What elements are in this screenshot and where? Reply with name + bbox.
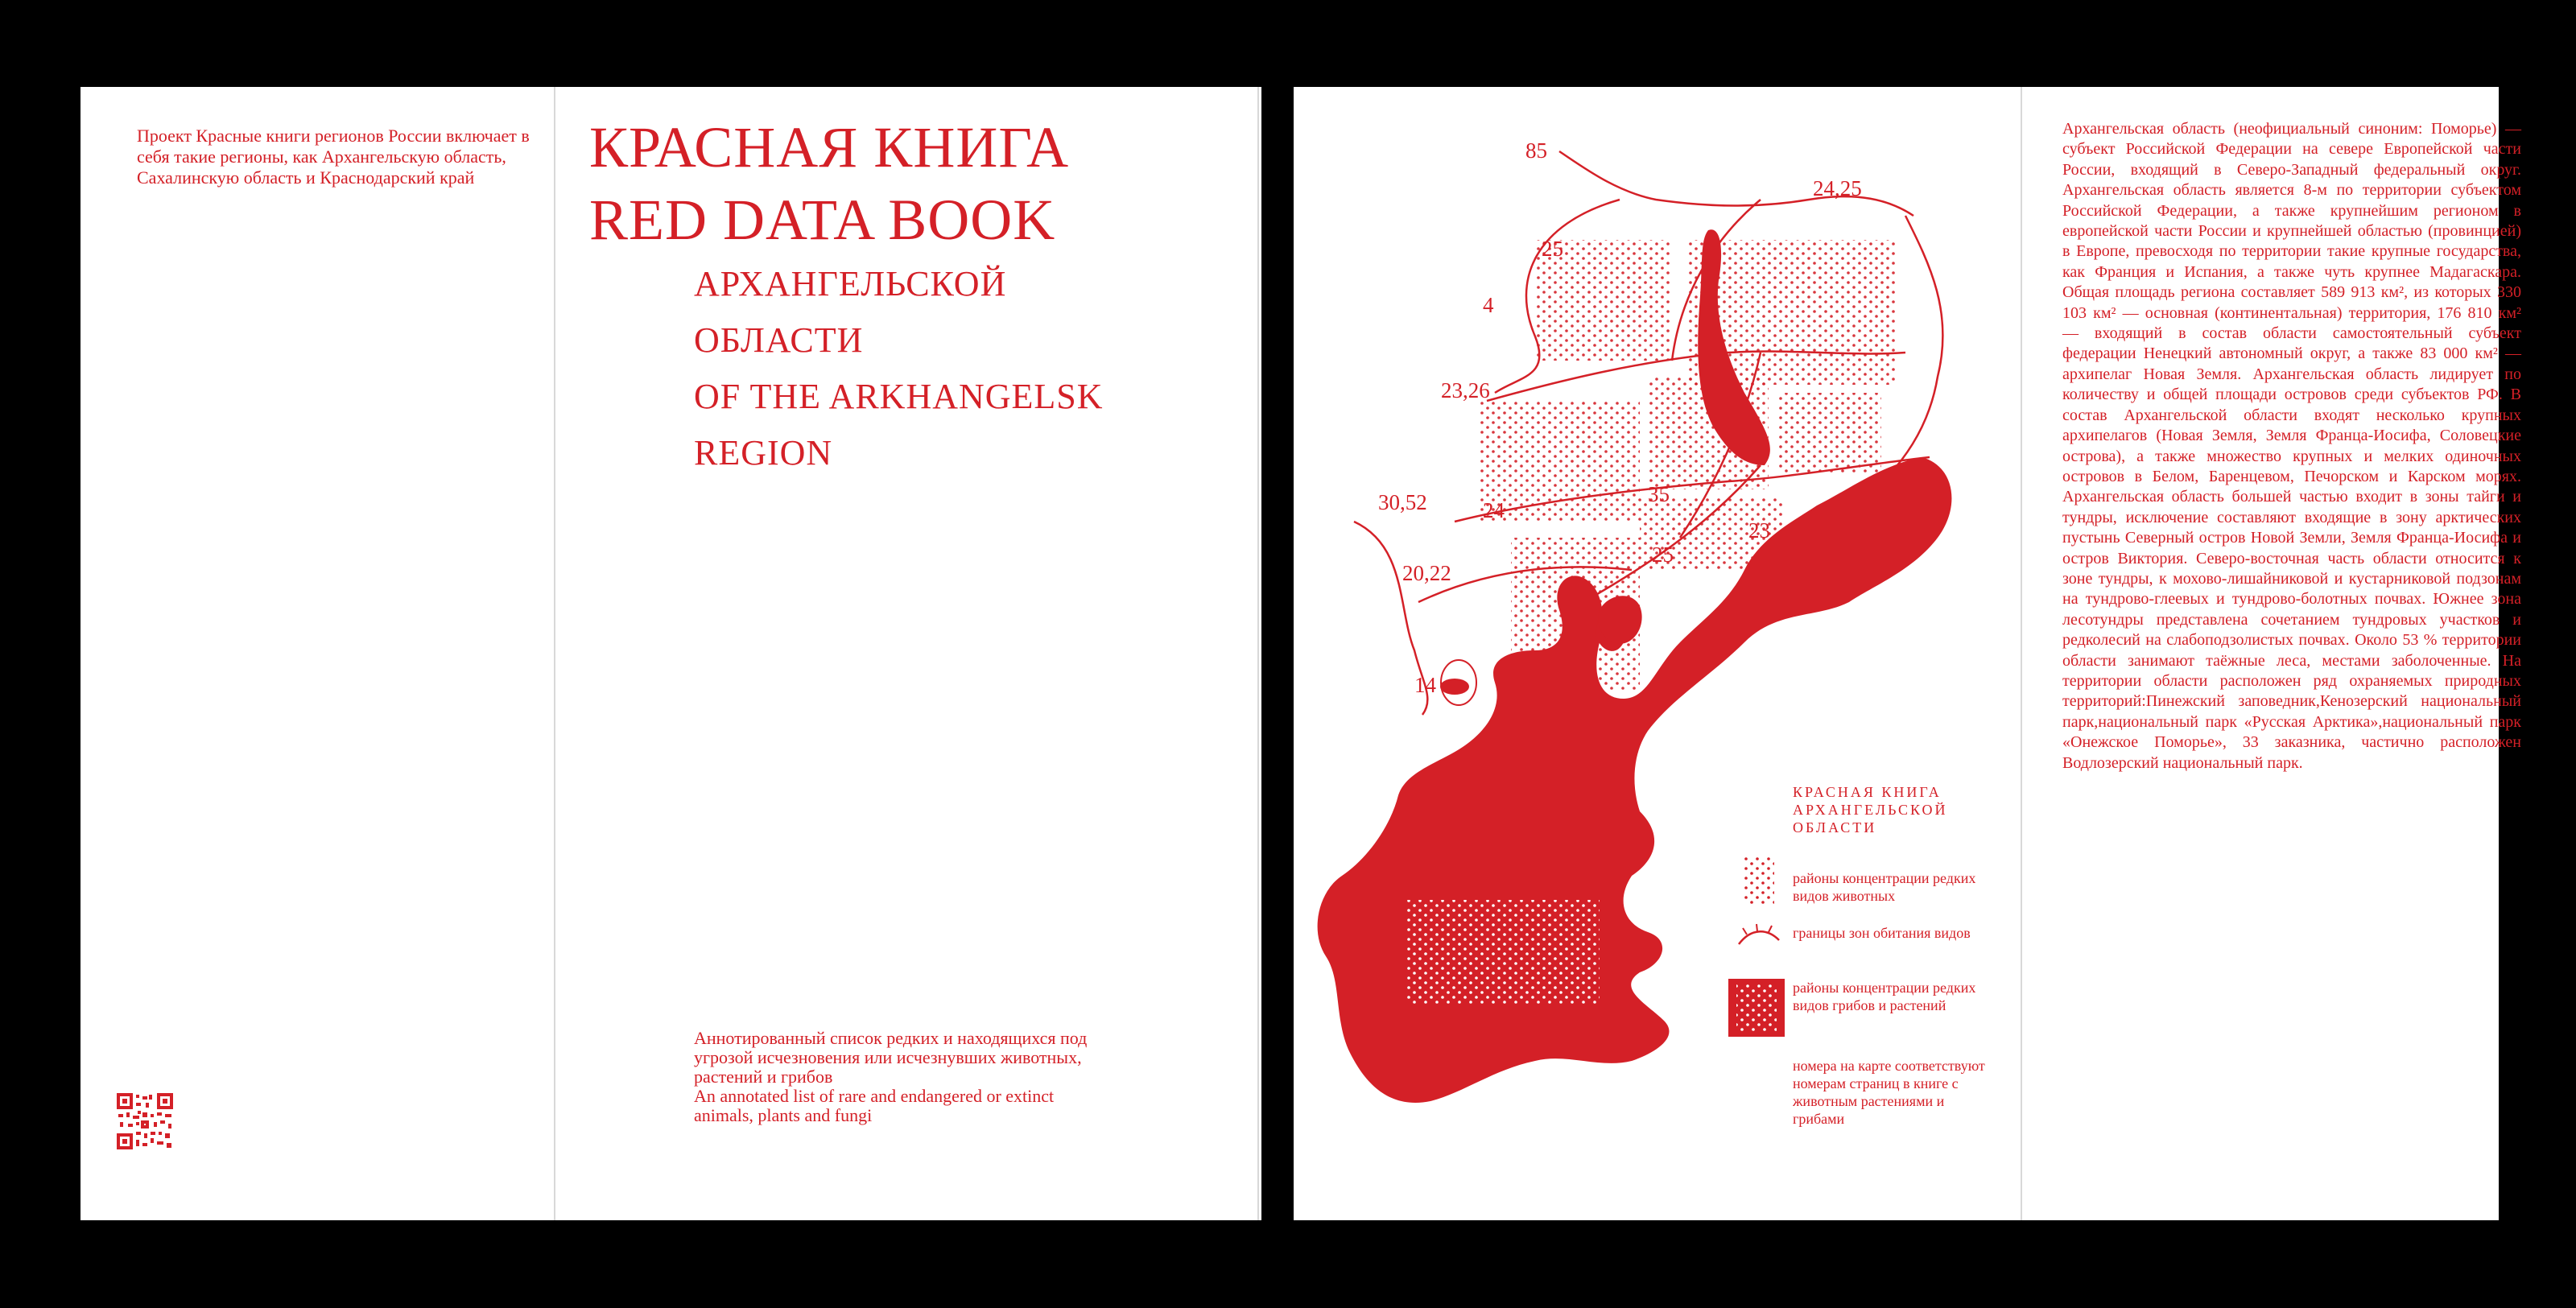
region-description: Архангельская область (неофициальный синоним: Поморье) — субъект Российской Федерации на севере Европейской части России, входящий в Северо-Западный федеральный округ. Архангельская область является 8-м по территории субъектом Российской Федерации, а также крупнейшим регионом в европейской части России и крупнейшей областью (провинцией) в Европе, превосходя по территории такие крупные государства, как Франция и Испания, а также чуть крупнее Мадагаскара. Общая площадь региона составляет 589 913 км², из которых 330 103 км² — основная (континентальная) территория, 176 810 км² — входящий в состав области самостоятельный субъект федерации Ненецкий автономный округ, а также 83 000 км² — архипелаг Новая Земля. Архангельская область лидирует по количеству и общей площади островов среди субъектов РФ. В состав Архангельской области входят несколько крупных архипелагов (Новая Земля, Земля Франца-Иосифа, Соловецкие острова), а также множество крупных и мелких одиночных островов в Белом, Баренцевом, Печорском и Карском морях. Архангельская область большей частью входит в зоны тайги и тундры, исключение составляют входящие в зону арктических пустынь Северный остров Новой Земли, Земля Франца-Иосифа и остров Виктория. Северо-восточная часть области относится к зоне тундры, к мохово-лишайниковой и кустарниковой подзонам на тундрово-глеевых и тундрово-болотных почвах. Южнее зона лесотундры представлена сочетанием тундровых участков и редколесий на слабоподзолистых почвах. Около 53 % территории области занимают таёжные леса, местами заболоченные. На территории области расположен ряд охраняемых природных территорий:Пинежский заповедник,Кенозерский национальный парк,национальный парк «Русская Арктика»,национальный парк «Онежское Поморье», 33 заказника, частично расположен Водлозерский национальный парк. xyxy=(2062,120,2521,772)
map-label: 85 xyxy=(1525,138,1547,163)
subtitle-ru-1: АРХАНГЕЛЬСКОЙ xyxy=(694,264,1007,303)
legend-item-animals: районы концентрации редких видов животных xyxy=(1793,870,1976,904)
title-block xyxy=(589,111,1069,256)
subtitle-block xyxy=(694,256,1104,481)
map-label: 4 xyxy=(1483,293,1494,317)
legend-item-plants: районы концентрации редких видов грибов и растений xyxy=(1793,980,1976,1013)
animal-dot-areas xyxy=(1479,240,1897,691)
legend-item-boundaries: границы зон обитания видов xyxy=(1793,925,1971,941)
legend-note: номера на карте соответствуют номерам страниц в книге с животным растениями и грибами xyxy=(1793,1058,1985,1127)
annotation xyxy=(694,1029,1113,1125)
description-panel xyxy=(2022,87,2521,1220)
plant-dot-area xyxy=(1406,900,1600,1005)
subtitle-en-1: OF THE ARKHANGELSK xyxy=(694,377,1104,416)
dotted-area-icon xyxy=(1738,852,1778,908)
map-label: 30,52 xyxy=(1378,490,1427,514)
subtitle-en-2: REGION xyxy=(694,433,833,472)
red-filled-area-icon xyxy=(1728,979,1785,1037)
region-map xyxy=(1294,87,2022,1220)
front-cover xyxy=(555,87,1260,1220)
map-label: 35 xyxy=(1648,482,1670,506)
left-sheet xyxy=(80,87,1261,1220)
subtitle-ru-2: ОБЛАСТИ xyxy=(694,320,864,360)
map-label: 25 xyxy=(1542,237,1563,261)
map-label: 20,22 xyxy=(1402,561,1451,585)
map-label: 24 xyxy=(1483,498,1505,522)
annotation-ru: Аннотированный список редких и находящихся под угрозой исчезновения или исчезнувших животных, растений и грибов xyxy=(694,1028,1088,1087)
annotation-en: An annotated list of rare and endangered or extinct animals, plants and fungi xyxy=(694,1086,1055,1125)
legend-title: КРАСНАЯ КНИГА АРХАНГЕЛЬСКОЙ ОБЛАСТИ xyxy=(1793,784,1948,836)
title-ru: КРАСНАЯ КНИГА xyxy=(589,115,1070,179)
back-text: Проект Красные книги регионов России включает в себя такие регионы, как Архангельскую область, Сахалинскую область и Краснодарский край xyxy=(137,126,530,188)
qr-code-icon xyxy=(117,1093,173,1149)
map-label: 25 xyxy=(1652,543,1674,567)
title-en: RED DATA BOOK xyxy=(589,188,1056,252)
boundary-line-icon xyxy=(1735,920,1783,952)
map-label: 23 xyxy=(1748,518,1770,543)
back-panel xyxy=(80,87,555,1220)
fold-line xyxy=(1257,87,1259,1220)
map-label: 24,25 xyxy=(1813,176,1862,200)
map-label: 23,26 xyxy=(1441,378,1490,402)
right-sheet xyxy=(1294,87,2521,1220)
map-label: 14 xyxy=(1414,673,1436,697)
map-panel xyxy=(1294,87,2022,1220)
